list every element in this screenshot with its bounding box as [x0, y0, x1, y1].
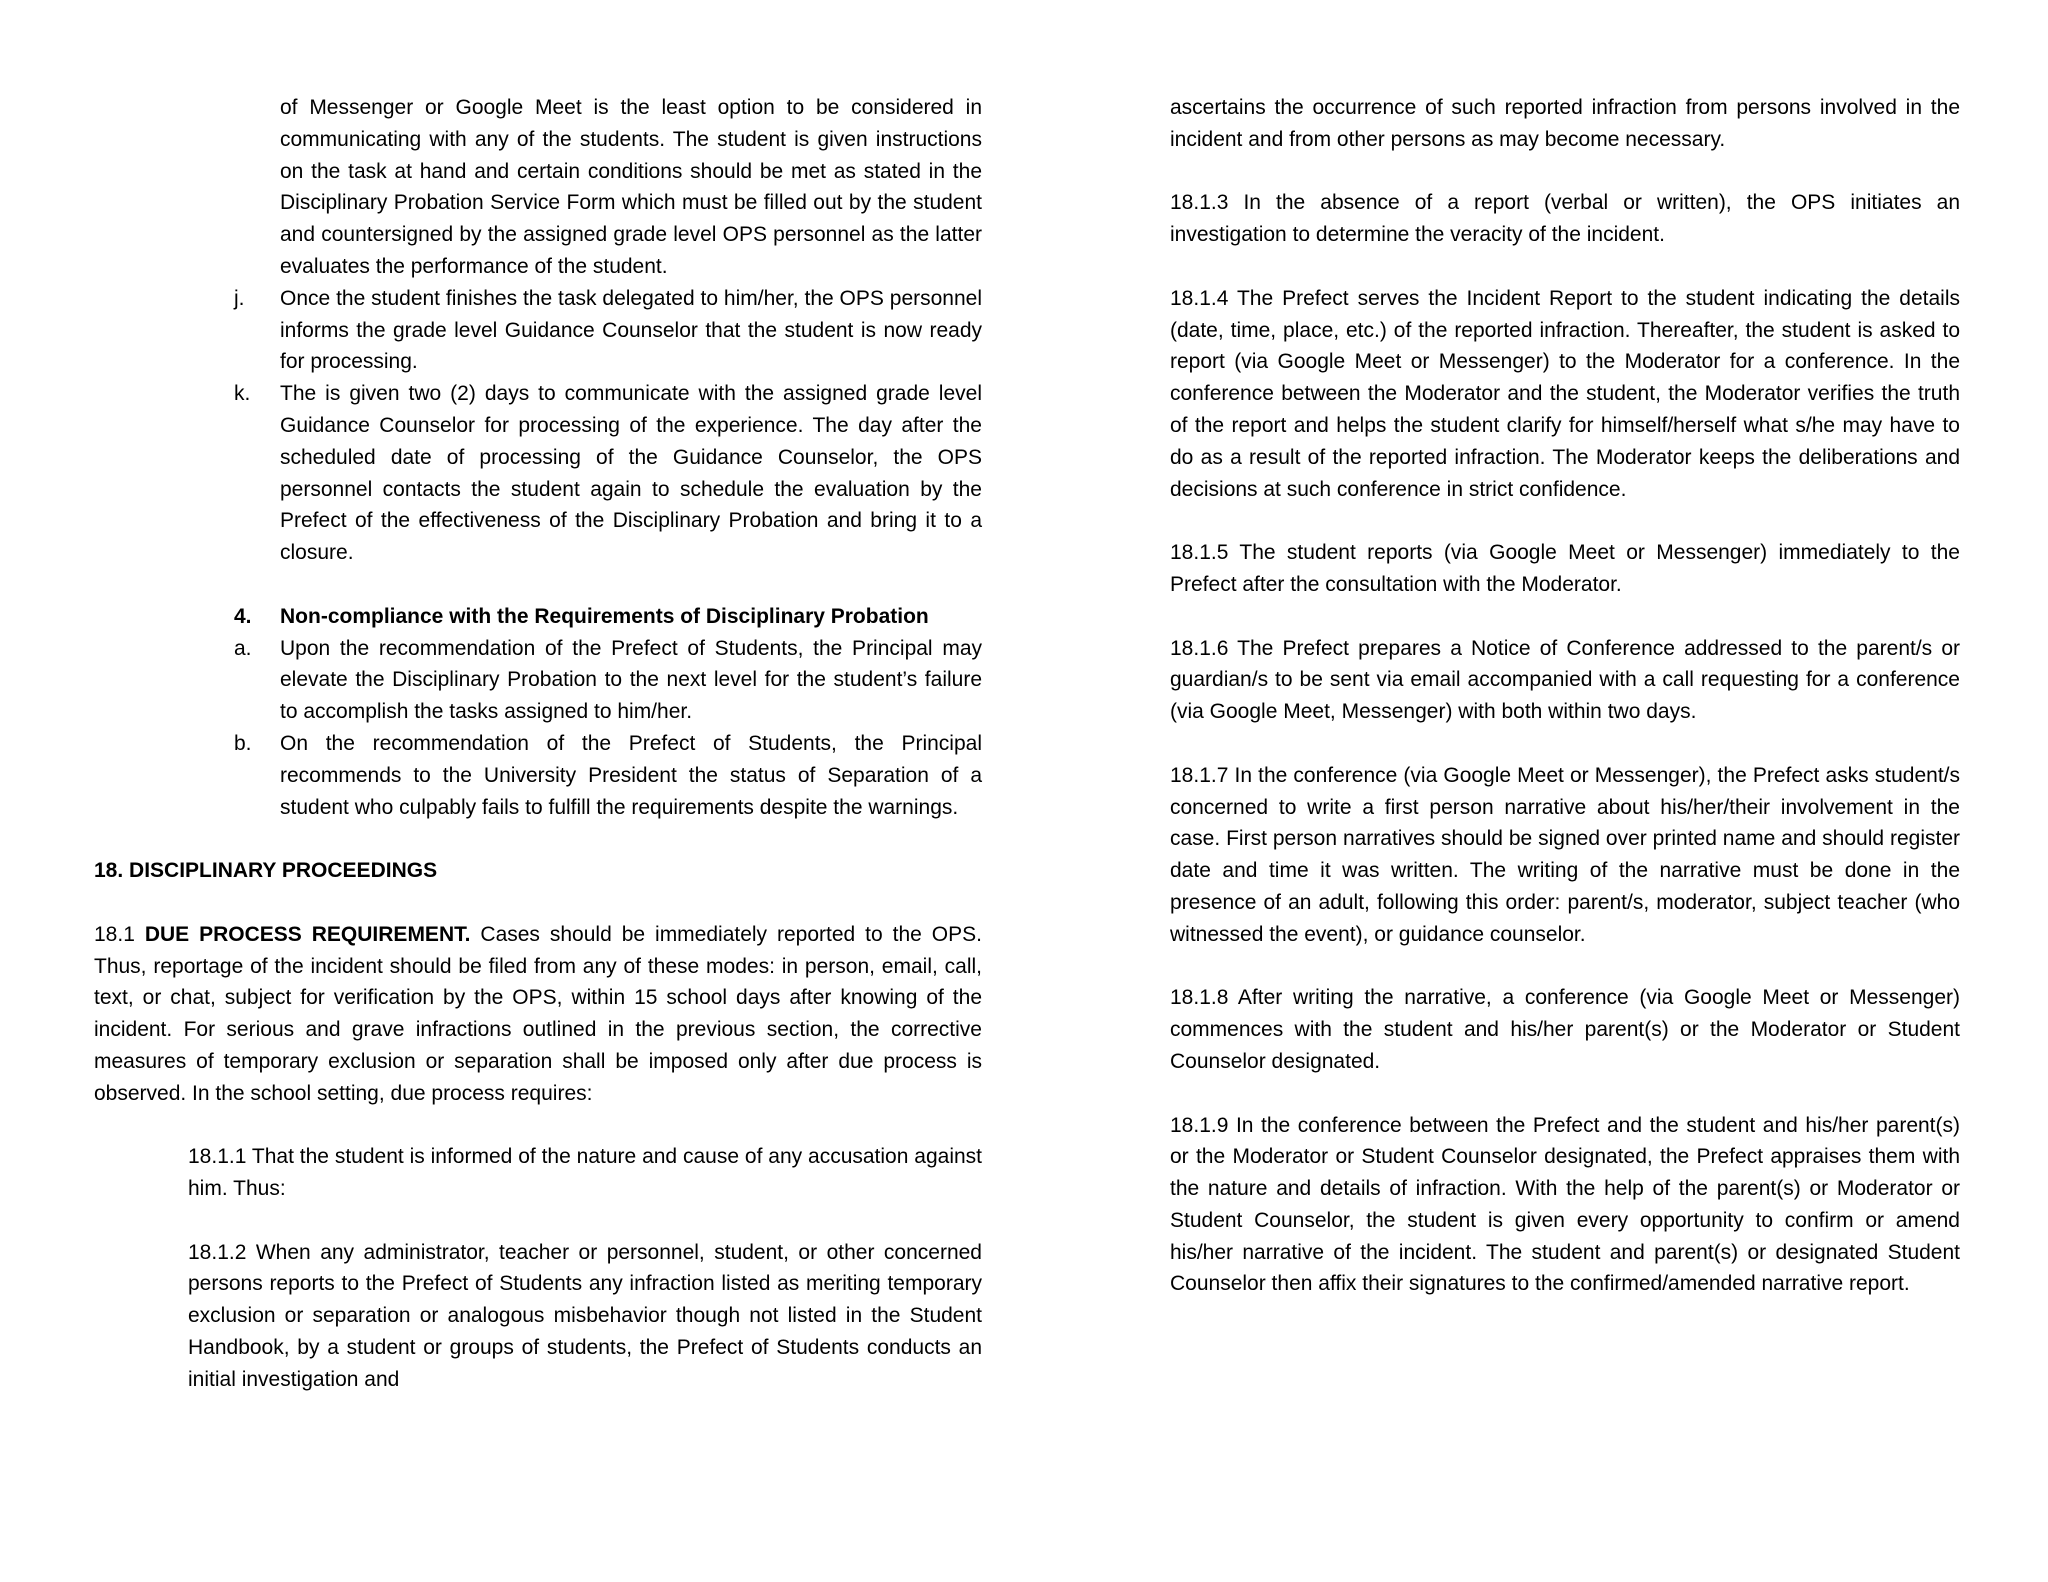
paragraph-18-1 [94, 919, 982, 1110]
list-item-j [94, 283, 982, 378]
paragraph-18-1-5: 18.1.5 The student reports (via Google Meet or Messenger) immediately to the Prefect after the consultation with the Moderator. [1170, 541, 1960, 596]
paragraph-18-1-7: 18.1.7 In the conference (via Google Meet or Messenger), the Prefect asks student/s concerned to write a first person narrative about his/her/their involvement in the case. First person narratives should be signed over printed name and should register date and time it was written. The writing of the narrative must be done in the presence of an adult, following this order: parent/s, moderator, subject teacher (who witnessed the event), or guidance counselor. [1170, 763, 1960, 946]
list-item-text: Once the student finishes the task delegated to him/her, the OPS personnel informs the grade level Guidance Counselor that the student is now ready for processing. [280, 286, 982, 374]
right-column [1170, 92, 1960, 1300]
paragraph-18-1-9: 18.1.9 In the conference between the Prefect and the student and his/her parent(s) or the Moderator or Student Counselor designated, the Prefect appraises them with the nature and details of infraction. With the help of the parent(s) or Moderator or Student Counselor, the student is given every opportunity to confirm or amend his/her narrative of the incident. The student and parent(s) or designated Student Counselor then affix their signatures to the confirmed/amended narrative report. [1170, 1113, 1960, 1296]
list-item-text: Upon the recommendation of the Prefect of Students, the Principal may elevate the Disciplinary Probation to the next level for the student’s failure to accomplish the tasks assigned to him/her. [280, 636, 982, 724]
list-marker: j. [234, 286, 245, 310]
clause-number: 18.1 [94, 922, 145, 946]
section-4-heading [94, 601, 982, 633]
section-18-heading: 18. DISCIPLINARY PROCEEDINGS [94, 859, 438, 883]
paragraph-18-1-1: 18.1.1 That the student is informed of the nature and cause of any accusation against him. Thus: [188, 1145, 982, 1201]
left-column [94, 92, 982, 1396]
list-marker: a. [234, 636, 252, 660]
continuation-paragraph: of Messenger or Google Meet is the least option to be considered in communicating with any of the students. The student is given instructions on the task at hand and certain conditions should be met as stated in the Disciplinary Probation Service Form which must be filled out by the student and countersigned by the assigned grade level OPS personnel as the latter evaluates the performance of the student. [280, 96, 982, 278]
list-marker: b. [234, 731, 252, 755]
section-number: 4. [234, 604, 252, 628]
paragraph-18-1-2: 18.1.2 When any administrator, teacher or personnel, student, or other concerned persons reports to the Prefect of Students any infraction listed as meriting temporary exclusion or separation or analogous misbehavior though not listed in the Student Handbook, by a student or groups of students, the Prefect of Students conducts an initial investigation and [188, 1240, 982, 1391]
paragraph-18-1-6: 18.1.6 The Prefect prepares a Notice of Conference addressed to the parent/s or guardian/s to be sent via email accompanied with a call requesting for a conference (via Google Meet, Messenger) with both within two days. [1170, 636, 1960, 724]
section-title: Non-compliance with the Requirements of Disciplinary Probation [280, 604, 929, 628]
list-item-k [94, 378, 982, 569]
paragraph-18-1-3: 18.1.3 In the absence of a report (verbal or written), the OPS initiates an investigation to determine the veracity of the incident. [1170, 191, 1960, 247]
clause-text: Cases should be immediately reported to the OPS. Thus, reportage of the incident should be filed from any of these modes: in person, email, call, text, or chat, subject for verification by the OPS, within 15 school days after knowing of the incident. For serious and grave infractions outlined in the previous section, the corrective measures of temporary exclusion or separation shall be imposed only after due process is observed. In the school setting, due process requires: [94, 922, 982, 1105]
list-item-text: The is given two (2) days to communicate with the assigned grade level Guidance Counselor for processing of the experience. The day after the scheduled date of processing of the Guidance Counselor, the OPS personnel contacts the student again to schedule the evaluation by the Prefect of the effectiveness of the Disciplinary Probation and bring it to a closure. [280, 382, 982, 565]
paragraph-18-1-4: 18.1.4 The Prefect serves the Incident Report to the student indicating the details (date, time, place, etc.) of the reported infraction. Thereafter, the student is asked to report (via Google Meet or Messenger) to the Moderator for a conference. In the conference between the Moderator and the student, the Moderator verifies the truth of the report and helps the student clarify for himself/herself what s/he may have to do as a result of the reported infraction. The Moderator keeps the deliberations and decisions at such conference in strict confidence. [1170, 286, 1960, 501]
paragraph-18-1-8: 18.1.8 After writing the narrative, a conference (via Google Meet or Messenger) commences with the student and his/her parent(s) or the Moderator or Student Counselor designated. [1170, 986, 1960, 1073]
list-item-b [94, 728, 982, 823]
list-marker: k. [234, 382, 251, 406]
list-item-text: On the recommendation of the Prefect of Students, the Principal recommends to the University President the status of Separation of a student who culpably fails to fulfill the requirements despite the warnings. [280, 731, 982, 819]
continuation-paragraph: ascertains the occurrence of such reported infraction from persons involved in the incident and from other persons as may become necessary. [1170, 96, 1960, 151]
list-item-a [94, 633, 982, 728]
clause-title: DUE PROCESS REQUIREMENT. [144, 922, 471, 946]
